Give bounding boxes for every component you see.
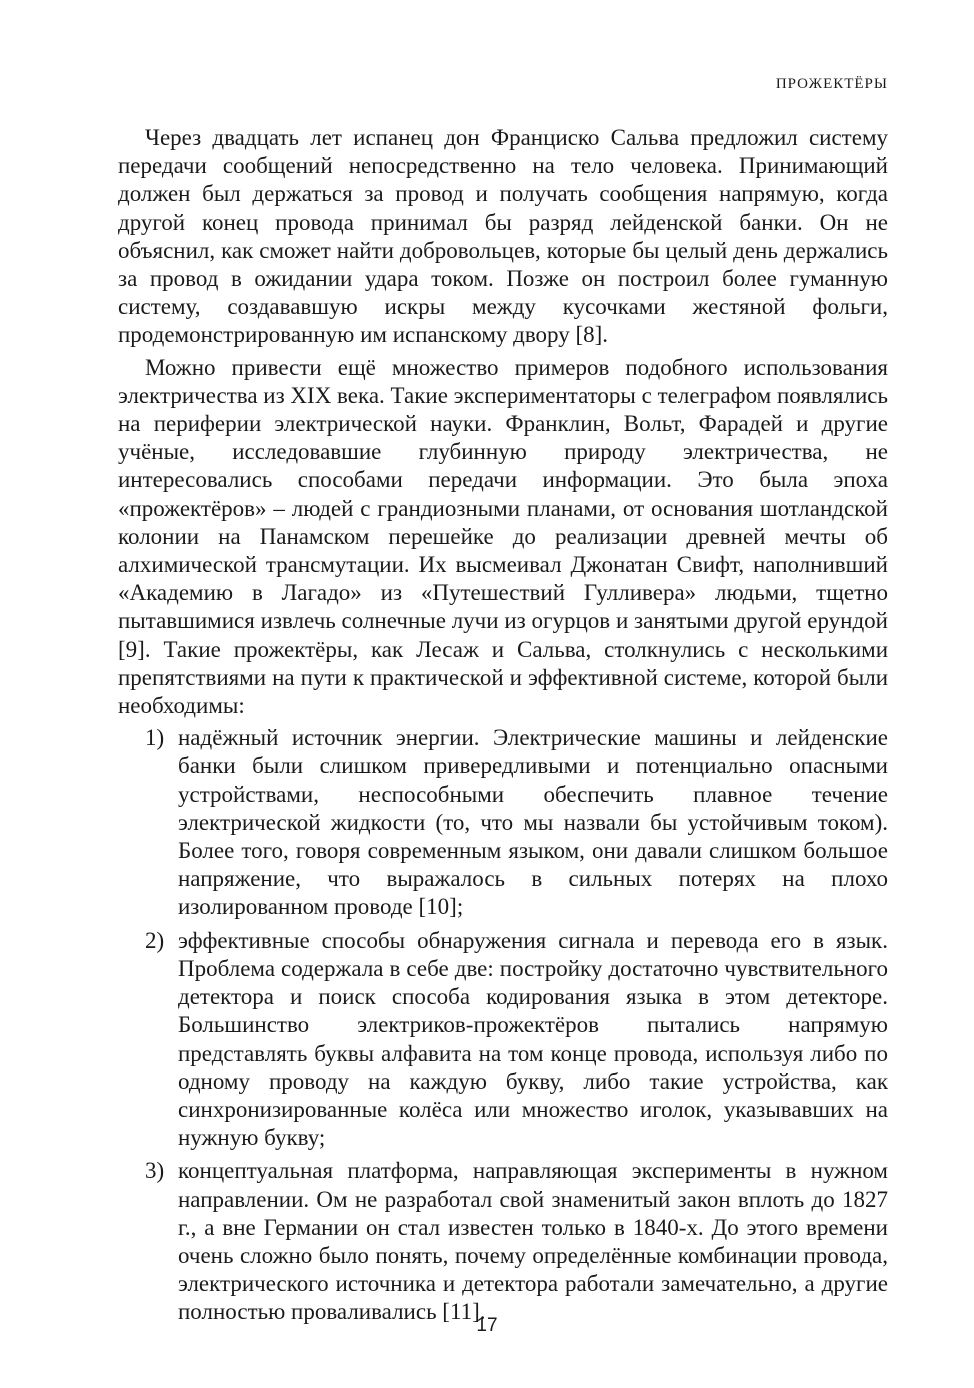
list-item-text: концептуальная платформа, направляющая эксперименты в нужном направлении. Ом не разработал свой знаменитый закон вплоть до 1827 г., а вне Германии он стал известен только в 1840-х. До этого времени очень сложно было понять, почему определённые комбинации провода, электрического источника и детектора работали замечательно, а другие полностью проваливались [11]. bbox=[178, 1158, 888, 1325]
list-item-number: 1) bbox=[145, 725, 165, 751]
list-item bbox=[118, 724, 888, 921]
list-item bbox=[118, 927, 888, 1153]
page-number: 17 bbox=[476, 1315, 498, 1336]
list-item-text: надёжный источник энергии. Электрические машины и лейденские банки были слишком привередливыми и потенциально опасными устройствами, неспособными обеспечить плавное течение электрической жидкости (то, что мы назвали бы устойчивым током). Более того, говоря современным языком, они давали слишком большое напряжение, что выражалось в сильных потерях на плохо изолированном проводе [10]; bbox=[178, 725, 888, 920]
paragraph-salva: Через двадцать лет испанец дон Франциско Сальва предложил систему передачи сообщений непосредственно на тело человека. Принимающий должен был держаться за провод и получать сообщения напрямую, когда другой конец провода принимал бы разряд лейденской банки. Он не объяснил, как сможет найти добровольцев, которые бы целый день держались за провод в ожидании удара током. Позже он построил более гуманную систему, создававшую искры между кусочками жестяной фольги, продемонстрированную им испанскому двору [8]. bbox=[118, 125, 888, 348]
requirements-list bbox=[118, 724, 888, 1326]
body-text bbox=[118, 124, 888, 1332]
list-item-text: эффективные способы обнаружения сигнала и перевода его в язык. Проблема содержала в себе две: постройку достаточно чувствительного детектора и поиск способа кодирования языка в этом детекторе. Большинство электриков-прожектёров пытались напрямую представлять буквы алфавита на том конце провода, используя либо по одному проводу на каждую букву, либо такие устройства, как синхронизированные колёса или множество иголок, указывавших на нужную букву; bbox=[178, 927, 888, 1151]
list-item bbox=[118, 1157, 888, 1326]
list-item-number: 3) bbox=[145, 1158, 165, 1184]
paragraph-projectors: Можно привести ещё множество примеров подобного использования электричества из XIX века. Такие экспериментаторы с телеграфом появлялись на периферии электрической науки. Франклин, Вольт, Фарадей и другие учёные, исследовавшие глубинную природу электричества, не интересовались способами передачи информации. Это была эпоха «прожектёров» – людей с грандиозными планами, от основания шотландской колонии на Панамском перешейке до реализации древней мечты об алхимической трансмутации. Их высмеивал Джонатан Свифт, наполнивший «Академию в Лагадо» из «Путешествий Гулливера» людьми, тщетно пытавшимися извлечь солнечные лучи из огурцов и занятыми другой ерундой [9]. Такие прожектёры, как Лесаж и Сальва, столкнулись с несколькими препятствиями на пути к практической и эффективной системе, которой были необходимы: bbox=[118, 354, 888, 719]
running-header: ПРОЖЕКТЁРЫ bbox=[775, 76, 888, 92]
list-item-number: 2) bbox=[145, 927, 165, 953]
